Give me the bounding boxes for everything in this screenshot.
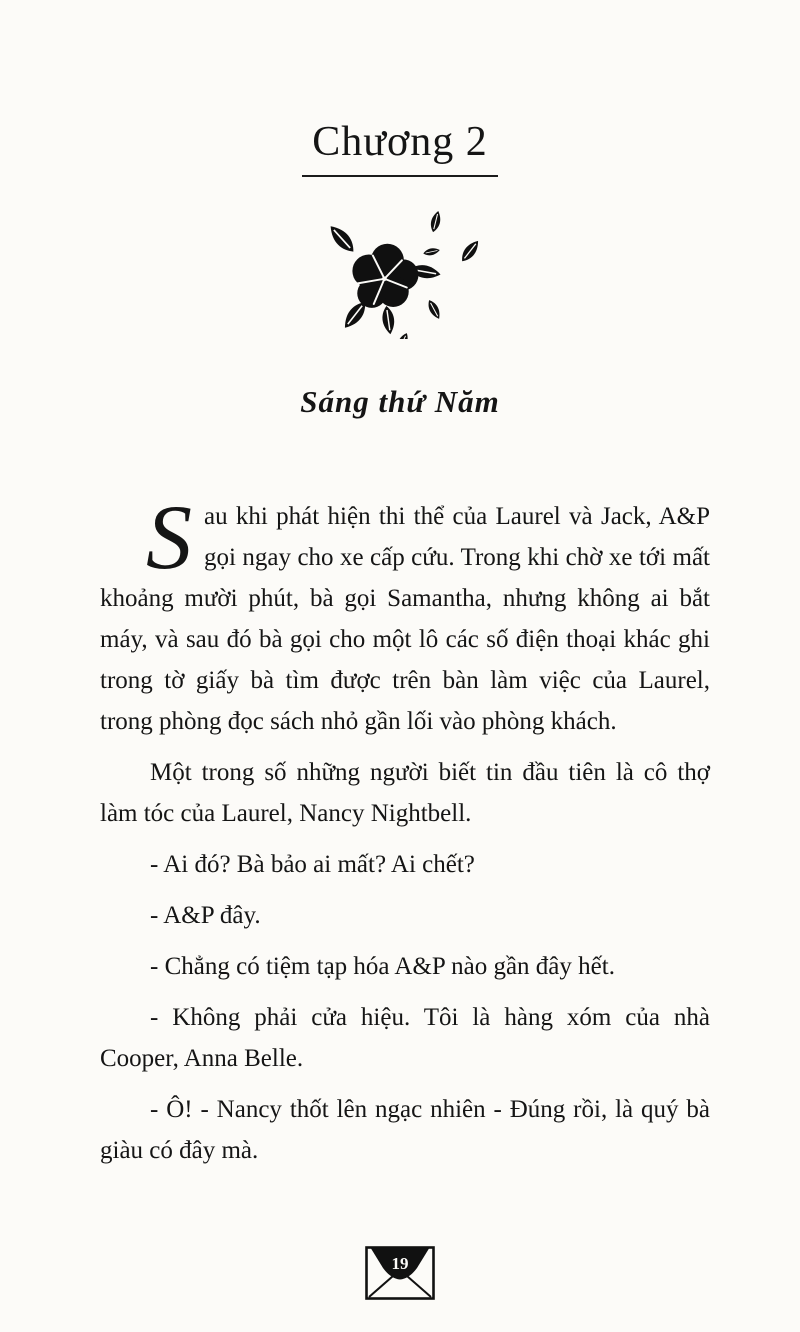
paragraph: [100, 486, 710, 742]
chapter-title-text: Chương 2: [302, 118, 498, 177]
paragraph: - Chẳng có tiệm tạp hóa A&P nào gần đây hết.: [150, 953, 615, 980]
page-number: 19: [391, 1254, 409, 1273]
flower-ornament-icon: [0, 203, 800, 344]
chapter-title: [0, 118, 800, 177]
paragraph-text: au khi phát hiện thi thể của Laurel và Jack, A&P gọi ngay cho xe cấp cứu. Trong khi chờ xe tới mất khoảng mười phút, bà gọi Samantha, nhưng không ai bắt máy, và sau đó bà gọi cho một lô các số điện thoại khác ghi trong tờ giấy bà tìm được trên bàn làm việc của Laurel, trong phòng đọc sách nhỏ gần lối vào phòng khách.: [100, 503, 710, 735]
paragraph: - A&P đây.: [150, 902, 261, 929]
drop-cap: S: [146, 486, 192, 588]
section-heading: Sáng thứ Năm: [300, 384, 500, 419]
page-number-badge: [365, 1246, 435, 1305]
paragraph: - Ô! - Nancy thốt lên ngạc nhiên - Đúng rồi, là quý bà giàu có đây mà.: [100, 1096, 710, 1164]
paragraph: Một trong số những người biết tin đầu tiên là cô thợ làm tóc của Laurel, Nancy Nightbell.: [100, 759, 710, 827]
paragraph: - Ai đó? Bà bảo ai mất? Ai chết?: [150, 851, 475, 878]
paragraph: - Không phải cửa hiệu. Tôi là hàng xóm của nhà Cooper, Anna Belle.: [100, 1004, 710, 1072]
envelope-icon: [365, 1246, 435, 1300]
body-text: [100, 486, 710, 1171]
